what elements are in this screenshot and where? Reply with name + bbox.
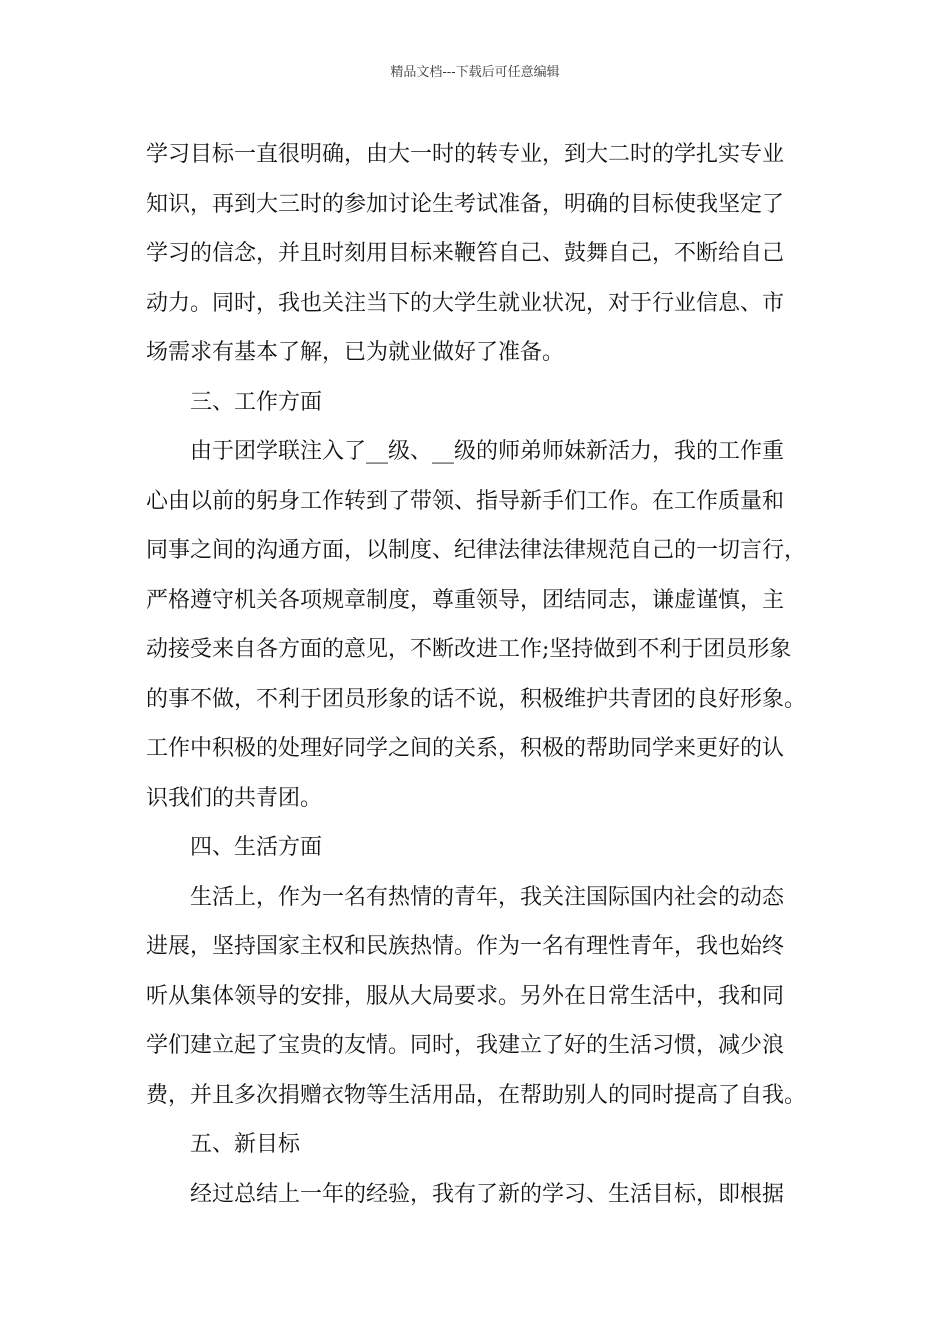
text-line: 心由以前的躬身工作转到了带领、指导新手们工作。在工作质量和 — [146, 488, 785, 514]
text-line: 学习目标一直很明确，由大一时的转专业，到大二时的学扎实专业 — [146, 142, 785, 167]
text-line: 严格遵守机关各项规章制度，尊重领导，团结同志，谦虚谨慎，主 — [146, 587, 785, 613]
text-line: 学习的信念，并且时刻用目标来鞭笞自己、鼓舞自己，不断给自己 — [146, 241, 785, 266]
text-line: 动力。同时，我也关注当下的大学生就业状况，对于行业信息、市 — [146, 290, 785, 316]
text-line: 学们建立起了宝贵的友情。同时，我建立了好的生活习惯，减少浪 — [146, 1033, 785, 1058]
section-heading-life: 四、生活方面 — [190, 835, 323, 860]
text-line: 听从集体领导的安排，服从大局要求。另外在日常生活中，我和同 — [146, 983, 785, 1009]
section-heading-new-goal: 五、新目标 — [190, 1132, 301, 1157]
text-line: 由于团学联注入了__级、__级的师弟师妹新活力，我的工作重 — [190, 439, 785, 464]
text-line: 同事之间的沟通方面，以制度、纪律法律法律规范自己的一切言行， — [146, 538, 807, 563]
text-line: 动接受来自各方面的意见，不断改进工作;坚持做到不利于团员形象 — [146, 637, 792, 662]
document-body — [146, 130, 826, 1219]
section-heading-work: 三、工作方面 — [190, 389, 323, 415]
text-line: 识我们的共青团。 — [146, 785, 323, 811]
page-header: 精品文档---下载后可任意编辑 — [390, 65, 560, 80]
text-line: 费，并且多次捐赠衣物等生活用品，在帮助别人的同时提高了自我。 — [146, 1082, 807, 1108]
text-line: 知识，再到大三时的参加讨论生考试准备，明确的目标使我坚定了 — [146, 191, 785, 217]
text-line: 经过总结上一年的经验，我有了新的学习、生活目标，即根据 — [190, 1181, 785, 1207]
text-line: 场需求有基本了解，已为就业做好了准备。 — [146, 340, 565, 365]
text-line: 的事不做，不利于团员形象的话不说，积极维护共青团的良好形象。 — [146, 686, 807, 712]
text-line: 生活上，作为一名有热情的青年，我关注国际国内社会的动态 — [190, 884, 785, 910]
text-line: 工作中积极的处理好同学之间的关系，积极的帮助同学来更好的认 — [146, 736, 785, 761]
text-line: 进展，坚持国家主权和民族热情。作为一名有理性青年，我也始终 — [146, 934, 785, 959]
